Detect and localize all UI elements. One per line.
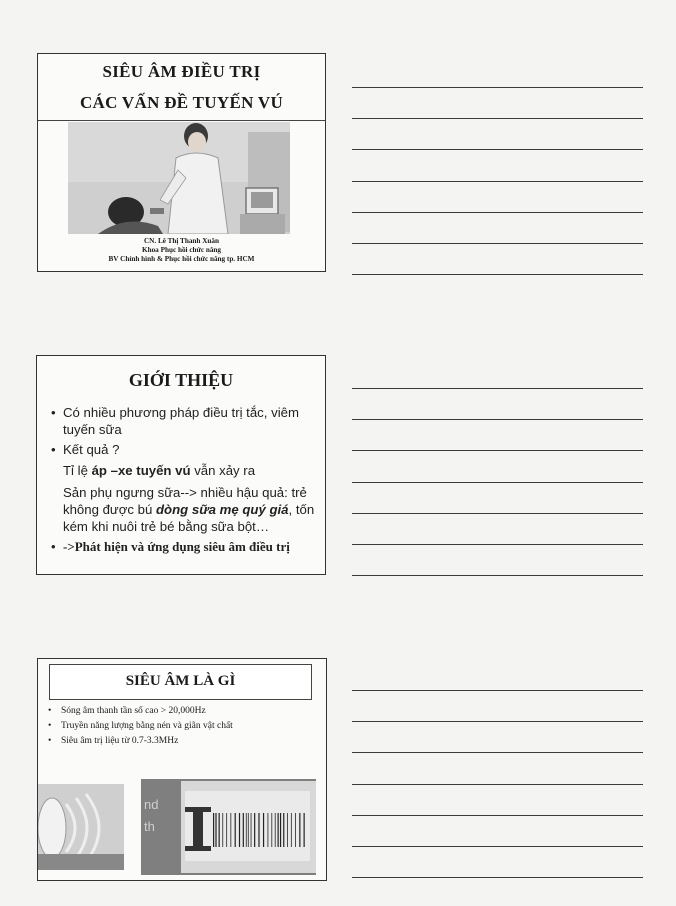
- notes-line: [352, 690, 643, 691]
- compression-bar: [230, 813, 231, 847]
- compression-bar: [251, 813, 252, 847]
- slide2-para-b: , tốn kém khi nuôi trẻ bé bằng sữa bột…: [63, 502, 315, 534]
- slide2-rate-text-a: Tỉ lệ: [63, 463, 92, 478]
- slide2-title: GIỚI THIỆU: [128, 370, 234, 390]
- notes-line: [352, 118, 643, 119]
- compression-bar: [235, 813, 236, 847]
- slide3-title: SIÊU ÂM LÀ GÌ: [125, 673, 236, 689]
- compression-bar: [248, 813, 249, 847]
- compression-bar: [278, 813, 279, 847]
- slide1-photo: [68, 122, 290, 234]
- slide3-item: • Siêu âm trị liệu từ 0.7-3.3MHz: [48, 734, 233, 749]
- slide1-title-line1: SIÊU ÂM ĐIỀU TRỊ: [102, 62, 261, 81]
- notes-line: [352, 243, 643, 244]
- slide2-rate-text-b: vẫn xảy ra: [190, 463, 256, 478]
- compression-bar: [222, 813, 223, 847]
- notes-line: [352, 575, 643, 576]
- compression-bar: [239, 813, 240, 847]
- compression-bar: [258, 813, 259, 847]
- compression-bar: [254, 813, 255, 847]
- slide-3: [37, 658, 327, 881]
- compression-bars: [213, 813, 305, 847]
- slide1-author: CN. Lê Thị Thanh Xuân: [143, 237, 220, 245]
- compression-bar: [219, 813, 220, 847]
- slide1-title-line2: CÁC VẤN ĐỀ TUYẾN VÚ: [79, 93, 284, 112]
- compression-bar: [263, 813, 264, 847]
- notes-line: [352, 815, 643, 816]
- slide-1: [37, 53, 326, 272]
- ultrasound-head-image: [38, 784, 124, 870]
- slide2-para-emphasis: dòng sữa mẹ quý giá: [156, 502, 289, 517]
- notes-line: [352, 419, 643, 420]
- slide2-bullet-3: • ->Phát hiện và ứng dụng siêu âm điều trị: [51, 538, 319, 555]
- slide2-paragraph: [51, 484, 319, 535]
- slide3-title-box: [49, 664, 312, 700]
- image-text-1: nd: [144, 797, 159, 812]
- therapy-photo-illustration: [68, 122, 290, 234]
- compression-bar: [213, 813, 214, 847]
- notes-line: [352, 752, 643, 753]
- notes-line: [352, 721, 643, 722]
- compression-bar: [226, 813, 227, 847]
- slide2-para-a: Sản phụ ngưng sữa--> nhiều hậu quả: trẻ không được bú: [63, 485, 307, 517]
- notes-line: [352, 181, 643, 182]
- notes-line: [352, 877, 643, 878]
- slide2-bullet-1: • Có nhiều phương pháp điều trị tắc, viêm tuyến sữa: [51, 404, 319, 438]
- compression-bar: [287, 813, 288, 847]
- compression-bar: [291, 813, 292, 847]
- notes-line: [352, 544, 643, 545]
- compression-bar: [304, 813, 305, 847]
- notes-line: [352, 212, 643, 213]
- compression-bar: [299, 813, 300, 847]
- notes-line: [352, 87, 643, 88]
- slide2-rate-line: [51, 462, 319, 479]
- wave-diagram-image: [141, 779, 316, 875]
- compression-bar: [283, 813, 284, 847]
- compression-bar: [275, 813, 276, 847]
- notes-line: [352, 388, 643, 389]
- slide2-body: [51, 404, 319, 555]
- slide2-rate-bold: áp –xe tuyến vú: [91, 463, 191, 478]
- slide3-item: • Sóng âm thanh tần số cao > 20,000Hz: [48, 704, 233, 719]
- compression-bar: [268, 813, 269, 847]
- slide2-bullet-2: • Kết quả ?: [51, 441, 319, 458]
- slide3-list: [48, 704, 233, 749]
- notes-line: [352, 784, 643, 785]
- compression-bar: [246, 813, 247, 847]
- compression-bar: [271, 813, 272, 847]
- slide1-hospital: BV Chỉnh hình & Phục hồi chức năng tp. HCM: [108, 255, 255, 263]
- compression-bar: [280, 813, 281, 847]
- slide-2: [36, 355, 326, 575]
- compression-rarefaction-illustration: [141, 779, 316, 875]
- notes-line: [352, 482, 643, 483]
- notes-line: [352, 846, 643, 847]
- notes-line: [352, 274, 643, 275]
- image-text-2: th: [144, 819, 155, 834]
- notes-line: [352, 513, 643, 514]
- compression-bar: [295, 813, 296, 847]
- compression-bar: [215, 813, 216, 847]
- notes-line: [352, 450, 643, 451]
- compression-bar: [243, 813, 244, 847]
- notes-line: [352, 149, 643, 150]
- slide1-department: Khoa Phục hồi chức năng: [142, 246, 221, 254]
- slide3-item: • Truyền năng lượng bằng nén và giãn vật chất: [48, 719, 233, 734]
- ultrasound-wave-illustration: [38, 784, 124, 870]
- slide1-divider: [38, 120, 325, 121]
